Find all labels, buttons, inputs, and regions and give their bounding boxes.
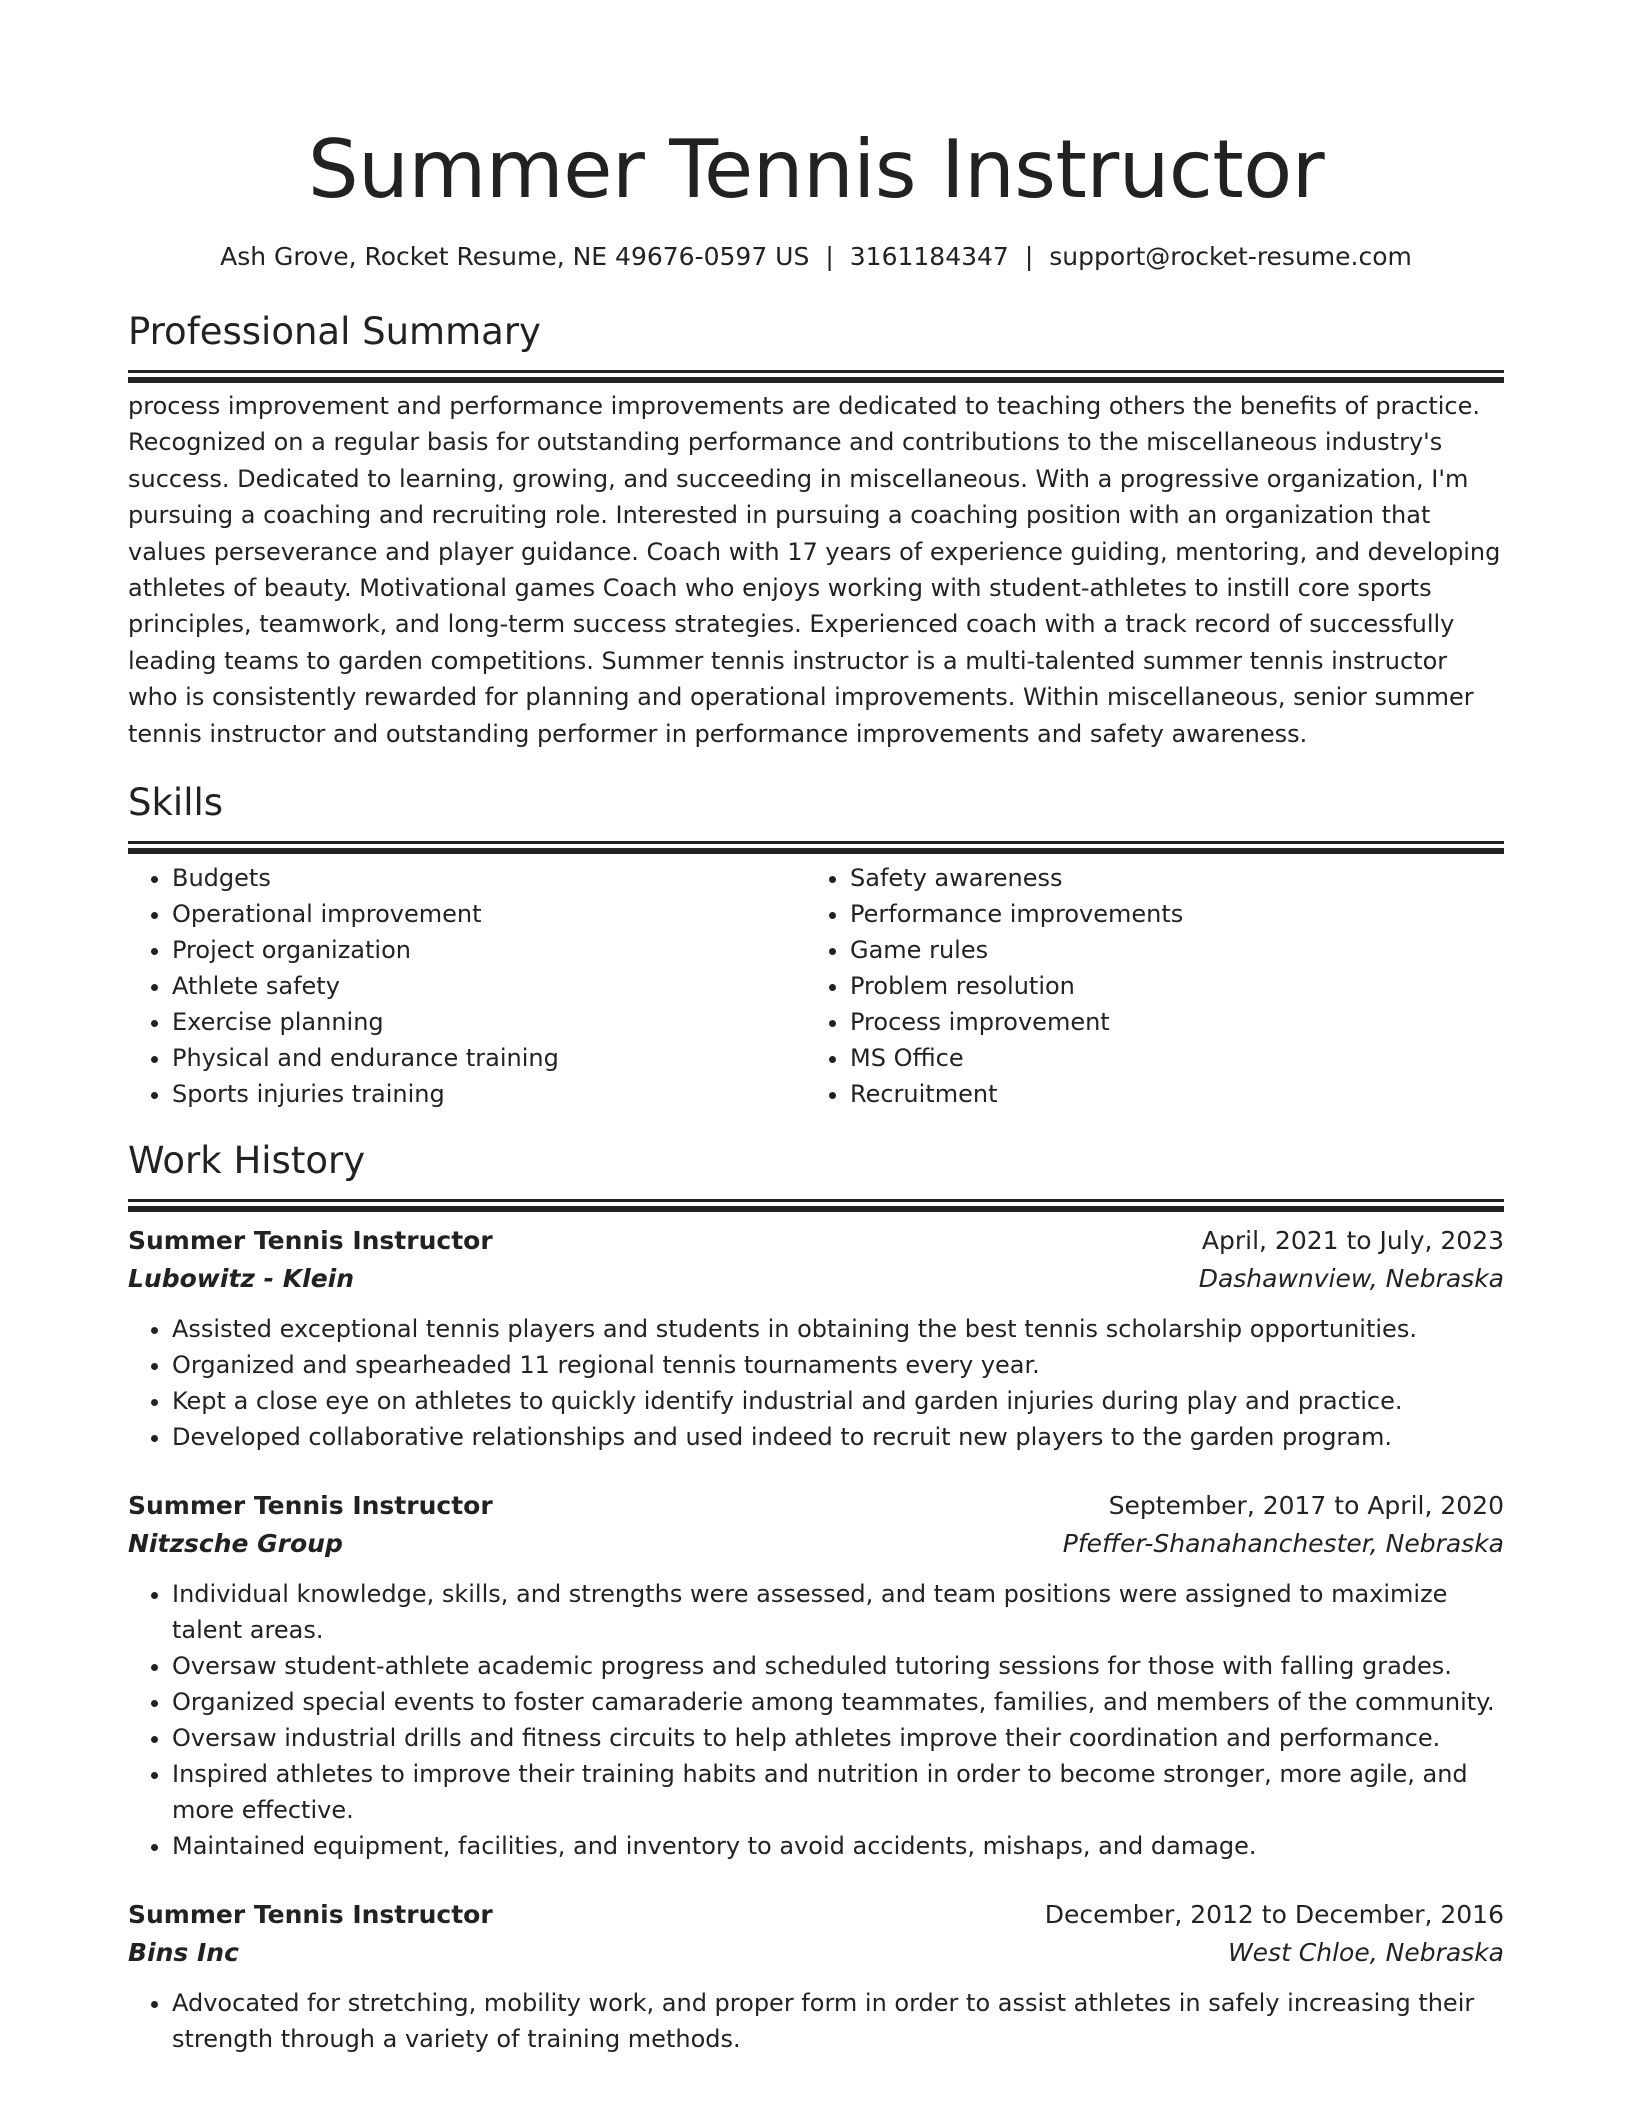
job-company: Nitzsche Group xyxy=(128,1529,343,1559)
job-title: Summer Tennis Instructor xyxy=(128,1226,493,1256)
skill-item: • Process improvement xyxy=(850,1004,1484,1040)
job-bullets xyxy=(128,1576,1504,1864)
skill-item: • Performance improvements xyxy=(850,896,1484,932)
job-bullet: • Inspired athletes to improve their training habits and nutrition in order to become stronger, more agile, and more effective. xyxy=(172,1756,1504,1828)
job-bullet: • Developed collaborative relationships and used indeed to recruit new players to the garden program. xyxy=(172,1419,1504,1455)
skill-item: • Budgets xyxy=(172,860,806,896)
skill-item: • Physical and endurance training xyxy=(172,1040,806,1076)
contact-address: Ash Grove, Rocket Resume, NE 49676-0597 US xyxy=(220,242,810,271)
job-dates: April, 2021 to July, 2023 xyxy=(1201,1226,1504,1256)
job-location: Pfeffer-Shanahanchester, Nebraska xyxy=(1062,1529,1504,1559)
resume-title: Summer Tennis Instructor xyxy=(307,123,1325,216)
section-divider xyxy=(128,841,1504,844)
contact-separator: | xyxy=(1024,242,1034,271)
skill-item: • Sports injuries training xyxy=(172,1076,806,1112)
skills-columns xyxy=(128,860,1504,1112)
job-header xyxy=(128,1222,1504,1260)
summary-text: process improvement and performance improvements are dedicated to teaching others the benefits of practice. Recognized on a regular basis for outstanding performance and contributions to the miscellaneous industry's success. Dedicated to learning, growing, and succeeding in miscellaneous. With a progressive organization, I'm pursuing a coaching and recruiting role. Interested in pursuing a coaching position with an organization that values perseverance and player guidance. Coach with 17 years of experience guiding, mentoring, and developing athletes of beauty. Motivational games Coach who enjoys working with student-athletes to instill core sports principles, teamwork, and long-term success strategies. Experienced coach with a track record of successfully leading teams to garden competitions. Summer tennis instructor is a multi-talented summer tennis instructor who is consistently rewarded for planning and operational improvements. Within miscellaneous, senior summer tennis instructor and outstanding performer in performance improvements and safety awareness. xyxy=(128,392,1501,748)
job-title: Summer Tennis Instructor xyxy=(128,1491,493,1521)
job-dates: December, 2012 to December, 2016 xyxy=(1044,1900,1504,1930)
resume-page xyxy=(128,0,1504,2057)
job-entry xyxy=(128,1896,1504,2057)
skill-item: • Exercise planning xyxy=(172,1004,806,1040)
section-divider xyxy=(128,1199,1504,1202)
skill-item: • MS Office xyxy=(850,1040,1484,1076)
job-bullet: • Assisted exceptional tennis players and students in obtaining the best tennis scholarship opportunities. xyxy=(172,1311,1504,1347)
skill-item: • Project organization xyxy=(172,932,806,968)
skill-item: • Recruitment xyxy=(850,1076,1484,1112)
skill-item: • Operational improvement xyxy=(172,896,806,932)
skills-section xyxy=(128,779,1504,1112)
job-header xyxy=(128,1487,1504,1525)
job-bullet: • Organized and spearheaded 11 regional tennis tournaments every year. xyxy=(172,1347,1504,1383)
skills-list-right xyxy=(806,860,1484,1112)
job-bullet: • Advocated for stretching, mobility work, and proper form in order to assist athletes in safely increasing their strength through a variety of training methods. xyxy=(172,1985,1504,2057)
job-location: West Chloe, Nebraska xyxy=(1227,1938,1504,1968)
summary-heading: Professional Summary xyxy=(128,310,541,353)
job-bullet: • Kept a close eye on athletes to quickly identify industrial and garden injuries during play and practice. xyxy=(172,1383,1504,1419)
job-bullets xyxy=(128,1985,1504,2057)
skill-item: • Problem resolution xyxy=(850,968,1484,1004)
skill-item: • Game rules xyxy=(850,932,1484,968)
job-bullet: • Maintained equipment, facilities, and inventory to avoid accidents, mishaps, and damage. xyxy=(172,1828,1504,1864)
summary-section xyxy=(128,308,1504,752)
work-heading: Work History xyxy=(128,1139,366,1183)
job-entry xyxy=(128,1222,1504,1455)
job-company: Bins Inc xyxy=(128,1938,239,1968)
job-entry xyxy=(128,1487,1504,1864)
job-subheader xyxy=(128,1260,1504,1298)
job-location: Dashawnview, Nebraska xyxy=(1198,1264,1504,1294)
contact-email: support@rocket-resume.com xyxy=(1049,242,1412,271)
section-divider xyxy=(128,370,1504,373)
job-subheader xyxy=(128,1934,1504,1972)
contact-phone: 3161184347 xyxy=(849,242,1009,271)
job-bullet: • Individual knowledge, skills, and strengths were assessed, and team positions were assigned to maximize talent areas. xyxy=(172,1576,1504,1648)
work-section xyxy=(128,1137,1504,2057)
job-bullet: • Oversaw industrial drills and fitness circuits to help athletes improve their coordination and performance. xyxy=(172,1720,1504,1756)
contact-line xyxy=(128,240,1504,274)
skill-item: • Athlete safety xyxy=(172,968,806,1004)
job-subheader xyxy=(128,1525,1504,1563)
job-bullets xyxy=(128,1311,1504,1455)
skills-list-left xyxy=(128,860,806,1112)
skills-heading: Skills xyxy=(128,781,224,825)
job-dates: September, 2017 to April, 2020 xyxy=(1108,1491,1504,1521)
job-bullet: • Organized special events to foster camaraderie among teammates, families, and members of the community. xyxy=(172,1684,1504,1720)
contact-separator: | xyxy=(825,242,834,271)
skill-item: • Safety awareness xyxy=(850,860,1484,896)
job-title: Summer Tennis Instructor xyxy=(128,1900,493,1930)
job-bullet: • Oversaw student-athlete academic progress and scheduled tutoring sessions for those with falling grades. xyxy=(172,1648,1504,1684)
job-company: Lubowitz - Klein xyxy=(128,1264,355,1294)
job-header xyxy=(128,1896,1504,1934)
